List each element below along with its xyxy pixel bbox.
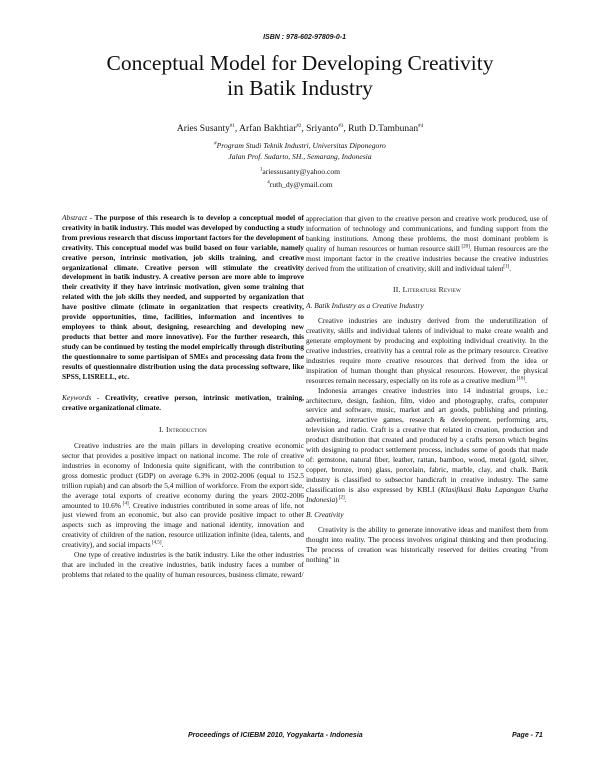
keywords-text: Creativity, creative person, intrinsic motivation, training, creative organizational climate. bbox=[62, 393, 304, 413]
affiliation-mark: # bbox=[214, 141, 217, 147]
right-column bbox=[306, 214, 548, 565]
author-3-mark: #3 bbox=[338, 123, 344, 129]
author-list bbox=[60, 124, 540, 134]
title-line-1: Conceptual Model for Developing Creativity bbox=[106, 51, 494, 75]
author-1: Aries Susanty bbox=[176, 124, 230, 134]
affiliation-line-1: #Program Studi Teknik Industri, Universitas Diponegoro bbox=[214, 141, 386, 150]
footer-page-number: Page - 71 bbox=[512, 732, 543, 739]
intro-paragraph-2: One type of creative industries is the batik industry. Like the other industries that are included in the creative industries, batik industry faces a number of problems that related to the quality of human resources, business climate, reward/ bbox=[62, 550, 304, 579]
footer-proceedings: Proceedings of ICIEBM 2010, Yogyakarta - Indonesia bbox=[188, 732, 363, 739]
affiliation-line-2: Jalan Prof. Sudarto, SH., Semarang, Indonesia bbox=[228, 152, 372, 161]
paper-title bbox=[60, 51, 540, 101]
intro-paragraph-1: Creative industries are the main pillars in developing creative economic sector that provides a positive impact on national income. The role of creative industries in economy of Indonesia quite significant, with the contribution to gross domestic product (GDP) on average 6.3% in 2002-2006 (equal to 152.5 trillion rupiah) and can absorb the 5,4 million of workforce. From the export side, the average total exports of creative economy during the years 2002-2006 amounted to 10.6% [4]. Creative industries contributed in some areas of life, not just viewed from an economic, but also can provide positive impact to other aspects such as improving the image and national identity, innovation and creativity of children of the nation, resource utilization infinite (idea, talents, and creativity), and social impacts [4,5]. bbox=[62, 441, 305, 550]
keywords bbox=[62, 393, 304, 413]
left-column bbox=[62, 213, 304, 580]
batik-paragraph-1: Creative industries are industry derived from the underutilization of creativity, skills and individual talents of individual to make create wealth and generate employment by producing and exploiting individual creativity. In the creative industries, creativity has a central role as the primary resource. Creative industries require more creative resources that derived from the idea or inspiration of human thought than physical resources. However, the physical resources remain necessary, especially on its role as a creative medium [16]. bbox=[306, 316, 548, 385]
batik-paragraph-2: Indonesia arranges creative industries into 14 industrial groups, i.e.: architecture, design, fashion, film, video and photography, crafts, computer service and software, music, market and art goods, publishing and printing, advertising, interactive games, research & development, performing arts, television and radio. Craft is a creative that related in creation, production and product distribution that created and produced by a crafts person which begins with designing to product settlement process, includes some of goods that made of: gemstone, natural fiber, leather, rattan, bamboo, wood, metal (gold, silver, copper, bronze, iron) glass, porcelain, fabric, marble, clay, and chalk. Batik industry is classified to subsector handicraft in creative industry. The same classification is also expressed by KBLI (Klasifikasi Baku Lapangan Usaha Indonesia) [2]. bbox=[306, 385, 549, 504]
author-1-mark: #1 bbox=[229, 123, 235, 129]
author-4: , Ruth D.Tambunan bbox=[343, 124, 419, 134]
right-paragraph-continued: appreciation that given to the creative person and creative work produced, use of information of technology and communications, and funding support from the banking institutions. Among these problems, the most dominant problem is quality of human resources or human resource skill [20]. Human resources are the most important factor in the creative industries because the creative industries derived from the utilization of creativity, skill and individual talent[1]. bbox=[306, 214, 549, 273]
author-4-mark: #4 bbox=[418, 123, 424, 129]
email-2: $^4$ruth_dy@ymail.com bbox=[267, 180, 333, 189]
section-heading-literature-review: II. Literature Review bbox=[393, 285, 461, 295]
author-2-mark: #2 bbox=[296, 123, 302, 129]
subheading-creativity: B. Creativity bbox=[306, 510, 344, 520]
abstract-lead: Abstract - bbox=[62, 213, 93, 222]
section-heading-introduction: I. Introduction bbox=[159, 425, 207, 435]
author-3: , Sriyanto bbox=[301, 124, 339, 134]
isbn-header: ISBN : 978-602-97809-0-1 bbox=[263, 34, 346, 41]
keywords-lead: Keywords - bbox=[62, 393, 100, 403]
abstract-text: The purpose of this research is to develop a conceptual model of creativity in batik industry. This model was developed by conducting a study from previous research that discuss important factors for the development of creativity. This conceptual model was build based on four variable, namely creative person, intrinsic motivation, job skills training, and creative organizational climate. Creative person will stimulate the creativity development in batik industry. A creative person are more able to improve their creativity if they have intrinsic motivation, given some training that related with the job skills they needed, and supported by organization that have positive climate (climate in organization that respects creativity, provide opportunities, time, facilities, information and incentives to employees to think about, designing, researching and developing new products that better and more innovative). For the further research, this study can be continued by testing the model empirically through distributing the questionnaire to some partisipan of SMEs and processing data from the results of questionnaire distribution using the data processing software, like SPSS, LISRELL, etc. bbox=[62, 213, 304, 381]
creativity-paragraph-1: Creativity is the ability to generate innovative ideas and manifest them from thought into reality. The process involves original thinking and then producing. The process of creation was historically reserved for deities creating "from nothing" in bbox=[306, 525, 548, 565]
email-1: $^1$ariessusanty@yahoo.com bbox=[259, 167, 341, 176]
abstract bbox=[62, 213, 304, 381]
email-list bbox=[60, 165, 540, 191]
affiliation bbox=[60, 140, 540, 162]
subheading-batik-industry: A. Batik Industry as a Creative Industry bbox=[306, 301, 424, 311]
title-line-2: in Batik Industry bbox=[227, 76, 373, 100]
author-2: , Arfan Bakhtiar bbox=[234, 124, 297, 134]
